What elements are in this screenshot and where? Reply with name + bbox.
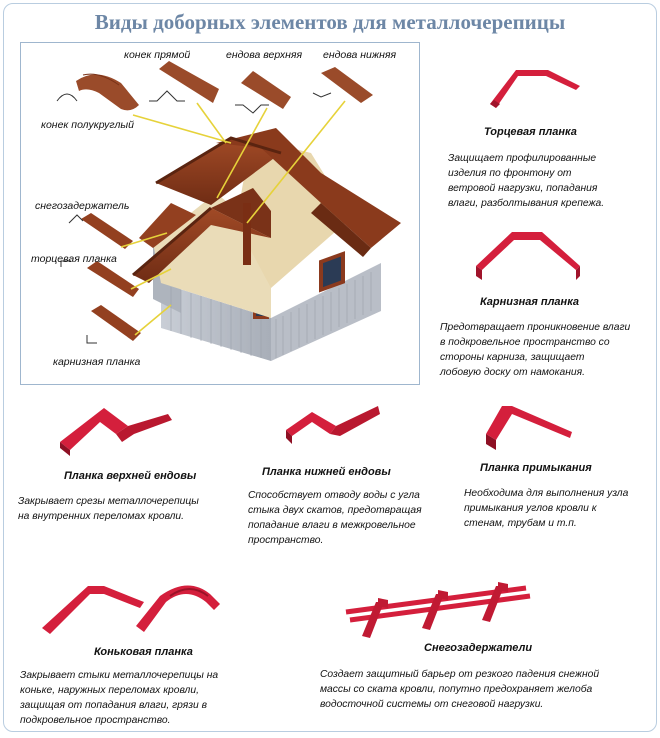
snow-guards-description: Создает защитный барьер от резкого падения снежной массы со ската кровли, попутно предохраняет желоба водосточной системы от снеговой нагрузки. [320, 669, 600, 710]
valley-element [243, 203, 251, 265]
eaves-strip-description: Предотвращает проникновение влаги в подкровельное пространство со стороны карниза, защищает лобовую доску от намокания. [440, 322, 631, 378]
infographic-frame [3, 3, 657, 732]
snow-guards-caption: Снегозадержатели [424, 642, 533, 654]
label-ridge-straight: конек прямой [124, 49, 191, 61]
house-diagram-panel [20, 42, 420, 385]
label-valley-bottom: ендова нижняя [323, 49, 397, 61]
label-end-strip: торцевая планка [31, 253, 117, 265]
ridge-strip-icon [40, 574, 224, 638]
label-ridge-round: конек полукруглый [41, 119, 134, 131]
end-strip-caption: Торцевая планка [484, 126, 577, 138]
valley-bottom-caption: Планка нижней ендовы [262, 466, 391, 478]
valley-top-description: Закрывает срезы металлочерепицы на внутренних переломах кровли. [18, 496, 199, 522]
eaves-strip-icon [472, 226, 584, 284]
abutment-caption: Планка примыкания [480, 462, 592, 474]
ridge-caption: Коньковая планка [94, 646, 193, 658]
ridge-description: Закрывает стыки металлочерепицы на коньке, наружных переломах кровли, защищая от попадания влаги, грязи в подкровельное пространство. [20, 670, 219, 726]
house-illustration [21, 43, 419, 384]
page-title: Виды доборных элементов для металлочерепицы [94, 10, 566, 34]
eaves-strip-caption: Карнизная планка [480, 296, 580, 308]
end-strip-icon [486, 60, 584, 112]
abutment-strip-icon [482, 400, 578, 456]
label-eaves-strip: карнизная планка [53, 356, 141, 368]
valley-bottom-icon [282, 402, 384, 452]
valley-top-caption: Планка верхней ендовы [64, 470, 197, 482]
abutment-description: Необходима для выполнения узла примыкания углов кровли к стенам, трубам и т.п. [464, 488, 629, 529]
valley-bottom-description: Способствует отводу воды с угла стыка двух скатов, предотвращая попадание влаги в межкровельное пространство. [248, 490, 422, 546]
label-snow-guard: снегозадержатель [35, 200, 130, 212]
label-valley-top: ендова верхняя [226, 49, 303, 61]
end-strip-description: Защищает профилированные изделия по фронтону от ветровой нагрузки, попадания влаги, разболтывания крепежа. [448, 153, 605, 209]
valley-top-icon [56, 404, 174, 460]
